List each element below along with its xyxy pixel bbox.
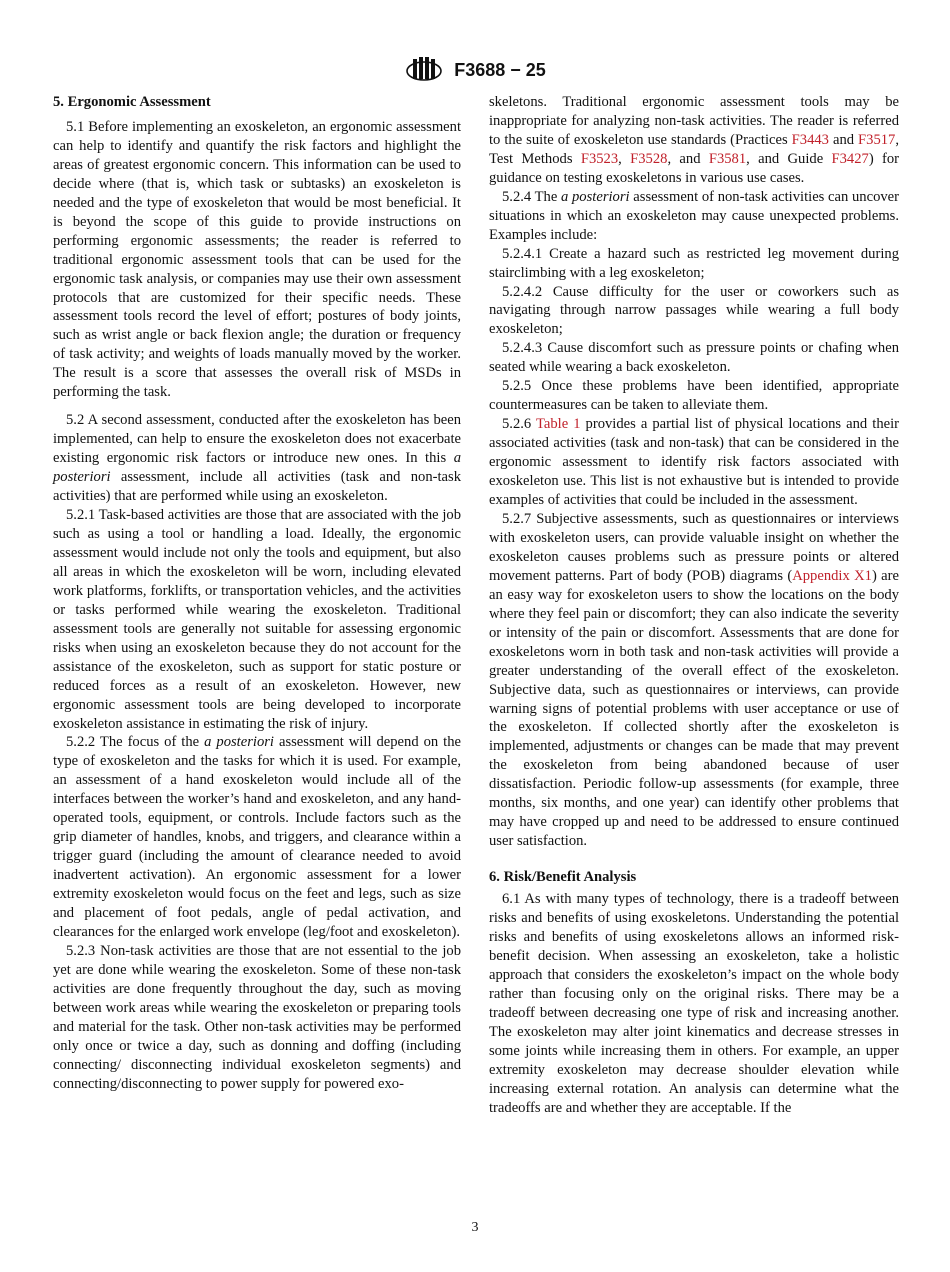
text-segment: provides a partial list of physical locations and their associated activities (task and non-task) that can be considered in the ergonomic assessment to identify risk factors associated with exoskeleton use. This list is not exhaustive but is intended to provide examples of activities that could be included in the assessment. (489, 416, 900, 509)
paragraph (489, 245, 899, 283)
paragraph (53, 506, 461, 733)
paragraph (53, 733, 461, 941)
left-column (53, 93, 461, 1094)
text-segment: 5.2.7 Subjective assessments, such as questionnaires or interviews with exoskeleton users, can provide valuable insight on whether the exoskeleton causes problems such as pressure points or altered movement patterns. Part of body (POB) diagrams ( (489, 510, 899, 584)
text-segment: 6. Risk/Benefit Analysis (489, 869, 637, 886)
right-column (489, 93, 899, 1118)
text-segment: assessment, include all activities (task and non-task activities) that are performed while using an exoskeleton. (53, 469, 461, 505)
text-segment: 5. Ergonomic Assessment (53, 94, 211, 110)
text-segment: 5.2.4.2 Cause difficulty for the user or coworkers such as navigating through narrow passages while wearing a full body exoskeleton; (489, 283, 899, 338)
text-segment: , and (667, 150, 709, 167)
paragraph (489, 188, 899, 245)
page-header (0, 56, 950, 84)
text-segment: 5.2.1 Task-based activities are those that are associated with the job such as using a tool or handling a load. Ideally, the ergonomic assessment would include not only the tools and equipment, but also all areas in which the exoskeleton will be worn, including elevated work platforms, forklifts, or transportation vehicles, and the activities or tasks performed while wearing the exoskeleton. Traditional assessment tools are generally not suitable for assessing ergonomic risks when using an exoskeleton because they do not account for the assistance of the exoskeleton, such as support for static posture or reduced forces as a result of an exoskeleton. However, new ergonomic assessment tools are being developed to incorporate exoskeleton assistance in estimating the risk of injury. (53, 507, 461, 732)
paragraph (489, 283, 899, 340)
paragraph (53, 118, 461, 402)
paragraph (53, 942, 461, 1094)
reference-link[interactable]: Table 1 (535, 416, 581, 433)
paragraph (489, 415, 899, 510)
text-segment: 5.2.4.3 Cause discomfort such as pressure points or chafing when seated while wearing a back exoskeleton. (489, 340, 899, 376)
reference-link[interactable]: Appendix X1 (792, 567, 872, 584)
paragraph (489, 93, 899, 188)
astm-logo-icon (404, 56, 444, 84)
page-number: 3 (471, 1220, 479, 1235)
reference-link[interactable]: F3443 (791, 131, 829, 148)
text-segment: 5.2.6 (502, 416, 536, 433)
text-segment: assessment of non-task activities can uncover situations in which an exoskeleton may cause unexpected problems. Examples include: (489, 188, 899, 243)
paragraph (489, 890, 899, 1117)
text-segment: skeletons. Traditional ergonomic assessment tools may be inappropriate for analyzing non-task activities. The reader is referred to the suite of exoskeleton use standards (Practices (489, 94, 899, 148)
section-heading (53, 93, 461, 112)
text-segment: 5.1 Before implementing an exoskeleton, an ergonomic assessment can help to identify and quantify the risk factors and highlight the areas of greatest ergonomic concern. This information can be used to decide where (that is, which task or subtasks) an exoskeleton is needed and the type of exoskeleton that would be most beneficial. It is beyond the scope of this guide to provide instructions on performing ergonomic assessments; the reader is referred to traditional ergonomic assessment tools that can be used for the ergonomic task analysis, or companies may use their own assessment protocols that are customized for their specific needs. These assessment tools record the level of effort; postures of body joints, such as wrist angle or back flexion angle; the duration or frequency of task activity; and weights of loads manually moved by the worker. The result is a score that assesses the overall risk of MSDs in performing the task. (53, 118, 461, 401)
paragraph (489, 377, 899, 415)
reference-link[interactable]: F3517 (858, 131, 896, 148)
paragraph (489, 339, 899, 377)
text-segment: 6.1 As with many types of technology, there is a tradeoff between risks and benefits of using exoskeletons. Understanding the potential risks and benefits of using exoskeletons allows an informed risk-benefit decision. When assessing an exoskeleton, take a holistic approach that considers the exoskeleton’s impact on the whole body rather than focusing only on the original risks. There may be a tradeoff between decreasing one type of risk and increasing another. The exoskeleton may alter joint kinematics and decrease stresses in some joints while increasing them in others. For example, an upper extremity exoskeleton may decrease shoulder elevation while increasing external rotation. An analysis can determine what the tradeoffs are and whether they are acceptable. If the (489, 891, 899, 1116)
text-segment: 5.2.5 Once these problems have been identified, appropriate countermeasures can be taken to alleviate them. (489, 378, 899, 414)
text-segment: , (618, 150, 631, 167)
text-segment: 5.2.3 Non-task activities are those that are not essential to the job yet are done while wearing the exoskeleton. Some of these non-task activities are done frequently throughout the day, such as moving between work areas while wearing the exoskeleton or preparing tools and material for the task. Other non-task activities may be performed only once or twice a day, such as donning and doffing (including connecting/ disconnecting individual exoskeleton segments) and connecting/disconnecting to power supply for powered exo- (53, 942, 461, 1092)
text-segment: ) for guidance on testing exoskeletons in various use cases. (489, 150, 900, 186)
text-segment: 5.2 A second assessment, conducted after the exoskeleton has been implemented, can help to ensure the exoskeleton does not exacerbate existing ergonomic risk factors or introduce new ones. In this (53, 412, 461, 467)
italic-text: a posteriori (561, 188, 630, 205)
paragraph (489, 510, 899, 851)
text-segment: , and Guide (746, 150, 832, 167)
section-heading (489, 868, 899, 887)
reference-link[interactable]: F3581 (708, 150, 747, 167)
text-segment: assessment will depend on the type of exoskeleton and the tasks for which it is used. For example, an assessment of a hand exoskeleton would include all of the interfaces between the worker’s hand and exoskeleton, and any hand-operated tools, equipment, or controls. Include factors such as the grip diameter of handles, knobs, and triggers, and clearance within a trigger guard (including the amount of clearance needed to avoid inadvertent activation). An ergonomic assessment for a lower extremity exoskeleton would focus on the feet and legs, such as size and placement of foot pedals, angle of pedal activation, and clearances for the enlarged work envelope (leg/foot and exoskeleton). (53, 734, 462, 940)
document-designation: F3688 − 25 (454, 59, 546, 80)
text-segment: 5.2.4 The (502, 188, 562, 205)
paragraph (53, 411, 461, 506)
text-segment: and (828, 131, 859, 148)
reference-link[interactable]: F3427 (831, 150, 869, 167)
text-segment: ) are an easy way for exoskeleton users to show the locations on the body where they feel pain or discomfort; they can also indicate the severity or intensity of the pain or discomfort. Assessments that are done for exoskeletons worn in both task and non-task activities will provide a greater understanding of the overall effect of the exoskeleton. Subjective data, such as questionnaires or interviews, can provide warning signs of potential problems with user acceptance or use of the exoskeleton. If collected shortly after the exoskeleton is implemented, adjustments or changes can be made that may prevent the exoskeleton from being abandoned because of user dissatisfaction. Periodic follow-up assessments (for example, three months, six months, and one year) can identify other problems that may have cropped up and need to be addressed to ensure continued user satisfaction. (489, 567, 899, 850)
reference-link[interactable]: F3523 (580, 150, 619, 167)
text-segment: 5.2.2 The focus of the (66, 734, 205, 751)
text-segment: , Test Methods (489, 131, 899, 167)
italic-text: a posteriori (53, 450, 461, 486)
italic-text: a posteriori (204, 734, 274, 751)
reference-link[interactable]: F3528 (630, 150, 668, 167)
text-segment: 5.2.4.1 Create a hazard such as restricted leg movement during stairclimbing with a leg exoskeleton; (489, 245, 899, 281)
